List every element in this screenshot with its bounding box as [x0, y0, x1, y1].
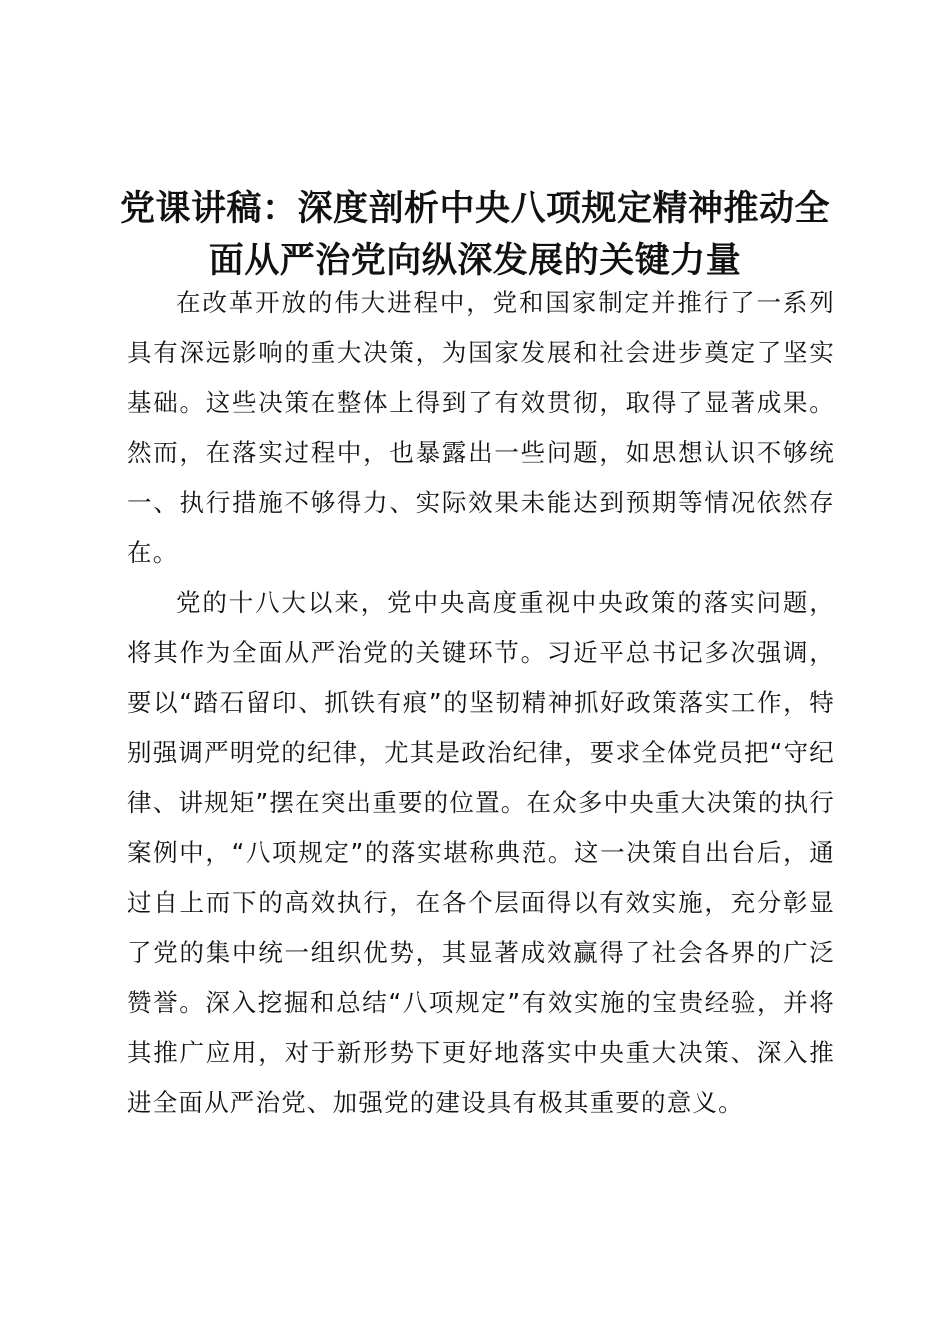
paragraph-1: 在改革开放的伟大进程中，党和国家制定并推行了一系列具有深远影响的重大决策，为国家发展和社会进步奠定了坚实基础。这些决策在整体上得到了有效贯彻，取得了显著成果。然而，在落实过程中，也暴露出一些问题，如思想认识不够统一、执行措施不够得力、实际效果未能达到预期等情况依然存在。 — [127, 288, 835, 567]
paragraph-2: 党的十八大以来，党中央高度重视中央政策的落实问题，将其作为全面从严治党的关键环节。习近平总书记多次强调，要以“踏石留印、抓铁有痕”的坚韧精神抓好政策落实工作，特别强调严明党的纪律，尤其是政治纪律，要求全体党员把“守纪律、讲规矩”摆在突出重要的位置。在众多中央重大决策的执行案例中，“八项规定”的落实堪称典范。这一决策自出台后，通过自上而下的高效执行，在各个层面得以有效实施，充分彰显了党的集中统一组织优势，其显著成效赢得了社会各界的广泛赞誉。深入挖掘和总结“八项规定”有效实施的宝贵经验，并将其推广应用，对于新形势下更好地落实中央重大决策、深入推进全面从严治党、加强党的建设具有极其重要的意义。 — [127, 588, 835, 1117]
title-line-2: 面从严治党向纵深发展的关键力量 — [208, 241, 742, 281]
document-body — [127, 278, 835, 1128]
title-line-1: 党课讲稿：深度剖析中央八项规定精神推动全 — [119, 189, 830, 229]
document-title — [100, 183, 850, 287]
